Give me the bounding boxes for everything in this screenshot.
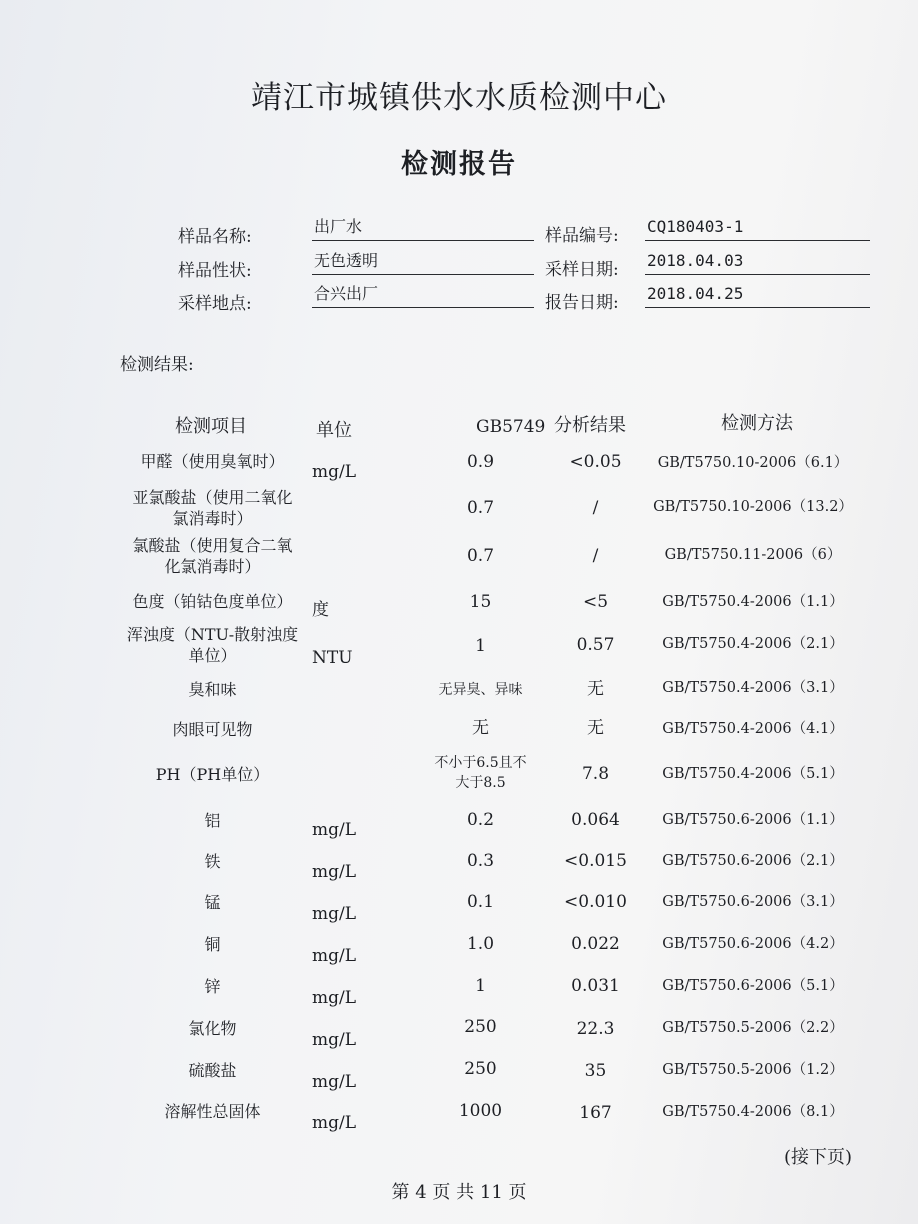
row-item-name: 溶解性总固体 xyxy=(164,1102,261,1121)
row-result: <0.015 xyxy=(564,851,627,871)
row-test-method: GB/T5750.6-2006（3.1） xyxy=(662,894,844,910)
row-test-method: GB/T5750.6-2006（4.2） xyxy=(662,936,844,952)
page-indicator xyxy=(0,1178,918,1204)
page-total: 11 xyxy=(479,1182,503,1203)
header-unit: 单位 xyxy=(316,420,352,441)
row-item-name: 色度（铂钴色度单位） xyxy=(132,592,293,611)
report-org-title: 靖江市城镇供水水质检测中心 xyxy=(251,80,667,116)
row-test-method: GB/T5750.4-2006（2.1） xyxy=(662,636,844,652)
row-standard-limit: 15 xyxy=(469,592,492,612)
row-result: <5 xyxy=(582,592,609,612)
header-item: 检测项目 xyxy=(175,416,247,437)
row-standard-limit: 0.9 xyxy=(466,452,495,472)
row-standard-limit: 1000 xyxy=(458,1101,503,1121)
row-test-method: GB/T5750.4-2006（8.1） xyxy=(662,1104,844,1120)
row-result: 0.031 xyxy=(571,976,620,996)
results-section-title: 检测结果: xyxy=(120,355,194,375)
row-unit: mg/L xyxy=(312,988,357,1008)
report-date-value: 2018.04.25 xyxy=(645,283,870,308)
page-prefix: 第 xyxy=(391,1182,410,1203)
row-result: 35 xyxy=(584,1061,607,1081)
row-item-name: PH（PH单位） xyxy=(155,765,270,784)
row-test-method: GB/T5750.10-2006（13.2） xyxy=(653,499,853,515)
row-test-method: GB/T5750.4-2006（5.1） xyxy=(662,766,844,782)
row-standard-limit: 250 xyxy=(464,1059,497,1079)
sample-name-label: 样品名称: xyxy=(178,227,252,247)
row-test-method: GB/T5750.6-2006（1.1） xyxy=(662,812,844,828)
row-standard-limit: 1 xyxy=(475,636,486,656)
sampling-site-value: 合兴出厂 xyxy=(312,283,534,308)
sampling-site-label: 采样地点: xyxy=(178,294,252,314)
row-unit: mg/L xyxy=(312,1072,357,1092)
row-result: <0.010 xyxy=(564,892,627,912)
row-unit: mg/L xyxy=(312,862,357,882)
row-unit: mg/L xyxy=(312,462,357,482)
sample-name-value: 出厂水 xyxy=(312,216,534,241)
header-result: 分析结果 xyxy=(554,415,626,436)
row-standard-limit: 0.3 xyxy=(466,851,495,871)
row-standard-limit: 0.7 xyxy=(466,498,495,518)
row-item-name: 臭和味 xyxy=(188,680,237,699)
row-test-method: GB/T5750.4-2006（4.1） xyxy=(662,721,844,737)
row-standard-limit: 0.1 xyxy=(466,892,495,912)
row-result: 0.57 xyxy=(576,635,615,655)
row-item-name: 甲醛（使用臭氧时） xyxy=(140,452,285,471)
row-test-method: GB/T5750.5-2006（1.2） xyxy=(662,1062,844,1078)
sample-no-value: CQ180403-1 xyxy=(645,216,870,241)
row-result: / xyxy=(592,546,599,566)
row-result: 无 xyxy=(587,679,604,699)
row-item-name: 氯酸盐（使用复合二氧 化氯消毒时） xyxy=(132,536,293,576)
row-item-name: 硫酸盐 xyxy=(188,1061,237,1080)
row-standard-limit: 1.0 xyxy=(466,934,495,954)
row-result: / xyxy=(592,498,599,518)
sampling-date-value: 2018.04.03 xyxy=(645,250,870,275)
row-test-method: GB/T5750.11-2006（6） xyxy=(664,547,842,563)
sample-no-label: 样品编号: xyxy=(545,226,619,246)
row-result: 22.3 xyxy=(576,1019,615,1039)
page-suffix: 页 xyxy=(508,1182,527,1203)
row-result: 167 xyxy=(579,1103,612,1123)
row-item-name: 锰 xyxy=(204,893,221,912)
row-unit: NTU xyxy=(312,648,353,668)
row-standard-limit: 不小于6.5且不 大于8.5 xyxy=(434,755,527,791)
row-item-name: 浑浊度（NTU-散射浊度 单位） xyxy=(126,625,299,665)
page-mid: 页 共 xyxy=(432,1182,475,1203)
row-standard-limit: 0.2 xyxy=(466,810,495,830)
sample-state-label: 样品性状: xyxy=(178,261,252,281)
row-standard-limit: 250 xyxy=(464,1017,497,1037)
sampling-date-label: 采样日期: xyxy=(545,260,619,280)
row-item-name: 氯化物 xyxy=(188,1019,237,1038)
row-standard-limit: 无异臭、异味 xyxy=(438,682,523,698)
row-unit: mg/L xyxy=(312,946,357,966)
row-result: 0.064 xyxy=(571,810,620,830)
row-standard-limit: 0.7 xyxy=(466,546,495,566)
row-result: 无 xyxy=(587,718,604,738)
row-unit: mg/L xyxy=(312,1030,357,1050)
row-test-method: GB/T5750.10-2006（6.1） xyxy=(657,455,849,471)
report-date-label: 报告日期: xyxy=(545,293,619,313)
row-unit: mg/L xyxy=(312,820,357,840)
row-test-method: GB/T5750.6-2006（2.1） xyxy=(662,853,844,869)
row-test-method: GB/T5750.4-2006（1.1） xyxy=(662,594,844,610)
row-unit: mg/L xyxy=(312,1113,357,1133)
row-result: 0.022 xyxy=(571,934,620,954)
row-item-name: 铝 xyxy=(204,811,221,830)
report-subtitle: 检测报告 xyxy=(401,149,517,180)
row-test-method: GB/T5750.6-2006（5.1） xyxy=(662,978,844,994)
row-unit: 度 xyxy=(312,600,329,620)
row-item-name: 亚氯酸盐（使用二氧化 氯消毒时） xyxy=(132,488,293,528)
row-result: 7.8 xyxy=(581,764,610,784)
row-standard-limit: 1 xyxy=(475,976,486,996)
row-item-name: 铁 xyxy=(204,852,221,871)
row-test-method: GB/T5750.5-2006（2.2） xyxy=(662,1020,844,1036)
row-test-method: GB/T5750.4-2006（3.1） xyxy=(662,680,844,696)
row-result: <0.05 xyxy=(569,452,622,472)
sample-state-value: 无色透明 xyxy=(312,250,534,275)
page-number: 4 xyxy=(415,1182,427,1203)
header-standard: GB5749 xyxy=(476,417,546,437)
row-item-name: 肉眼可见物 xyxy=(172,720,253,739)
row-unit: mg/L xyxy=(312,904,357,924)
row-standard-limit: 无 xyxy=(472,718,489,738)
row-item-name: 锌 xyxy=(204,977,221,996)
continue-note: (接下页) xyxy=(784,1147,853,1168)
row-item-name: 铜 xyxy=(204,935,221,954)
header-method: 检测方法 xyxy=(721,413,793,434)
